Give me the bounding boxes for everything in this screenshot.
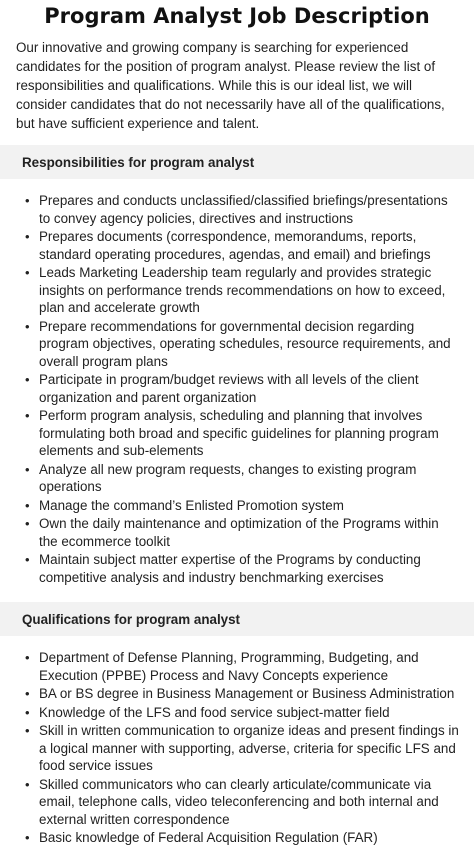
bullet-icon: • [25,830,30,845]
bullet-icon: • [25,372,30,387]
list-item [25,228,460,263]
responsibilities-header [0,145,474,179]
list-item-text: Prepare recommendations for governmental decision regarding program objectives, operating schedules, resource requirements, and overall program plans [39,318,451,369]
bullet-icon: • [25,723,30,738]
list-item [25,685,460,703]
list-item [25,551,460,586]
list-item-text: Skill in written communication to organize ideas and present findings in a logical manner with supporting, adverse, criteria for specific LFS and food service issues [39,723,459,773]
list-item-text: BA or BS degree in Business Management or Business Administration [39,686,455,701]
bullet-icon: • [25,408,30,423]
bullet-icon: • [25,497,30,513]
list-item-text: Maintain subject matter expertise of the Programs by conducting competitive analysis and industry benchmarking exercises [39,552,421,585]
list-item-text: Skilled communicators who can clearly articulate/communicate via email, telephone calls, video teleconferencing and both internal and external written correspondence [39,776,439,827]
qualifications-heading: Qualifications for program analyst [22,611,241,627]
list-item [25,371,460,406]
list-item [25,722,460,775]
list-item [25,461,460,496]
list-item-text: Knowledge of the LFS and food service subject-matter field [39,704,390,720]
list-item-text: Analyze all new program requests, changes to existing program operations [39,461,417,494]
page-title: Program Analyst Job Description [44,4,430,28]
list-item [25,515,460,550]
list-item-text: Prepares and conducts unclassified/classified briefings/presentations to convey agency policies, directives and instructions [39,193,448,226]
list-item [25,318,460,371]
intro-paragraph: Our innovative and growing company is searching for experienced candidates for the position of program analyst. Please review the list of responsibilities and qualifications. While this is our ideal list, we will consider candidates that do not necessarily have all of the qualifications, but have sufficient experience and talent. [16,40,445,131]
list-item-text: Leads Marketing Leadership team regularly and provides strategic insights on performance trends recommendations on how to exceed, plan and accelerate growth [39,265,446,315]
bullet-icon: • [25,229,30,244]
list-item [25,497,460,515]
bullet-icon: • [25,318,30,334]
list-item [25,192,460,227]
list-item [25,649,460,684]
list-item [25,829,460,847]
bullet-icon: • [25,265,30,280]
list-item [25,407,460,460]
list-item-text: Participate in program/budget reviews with all levels of the client organization and parent organization [39,372,419,405]
list-item-text: Own the daily maintenance and optimization of the Programs within the ecommerce toolkit [39,516,439,549]
bullet-icon: • [25,704,30,720]
bullet-icon: • [25,650,30,665]
list-item-text: Manage the command’s Enlisted Promotion system [39,497,344,513]
list-item-text: Perform program analysis, scheduling and planning that involves formulating both broad and specific guidelines for planning program elements and sub-elements [39,408,439,458]
list-item-text: Department of Defense Planning, Programming, Budgeting, and Execution (PPBE) Process and Navy Concepts experience [39,650,419,683]
qualifications-header [0,602,474,636]
bullet-icon: • [25,461,30,477]
bullet-icon: • [25,776,30,792]
bullet-icon: • [25,552,30,567]
qualifications-list [0,649,474,847]
bullet-icon: • [25,686,30,701]
responsibilities-heading: Responsibilities for program analyst [22,154,255,170]
responsibilities-list [0,192,474,586]
list-item [25,704,460,722]
list-item [25,776,460,829]
bullet-icon: • [25,516,30,531]
list-item-text: Prepares documents (correspondence, memorandums, reports, standard operating procedures, agendas, and email) and briefings [39,229,431,262]
list-item [25,264,460,317]
list-item-text: Basic knowledge of Federal Acquisition Regulation (FAR) [39,830,378,845]
bullet-icon: • [25,193,30,208]
